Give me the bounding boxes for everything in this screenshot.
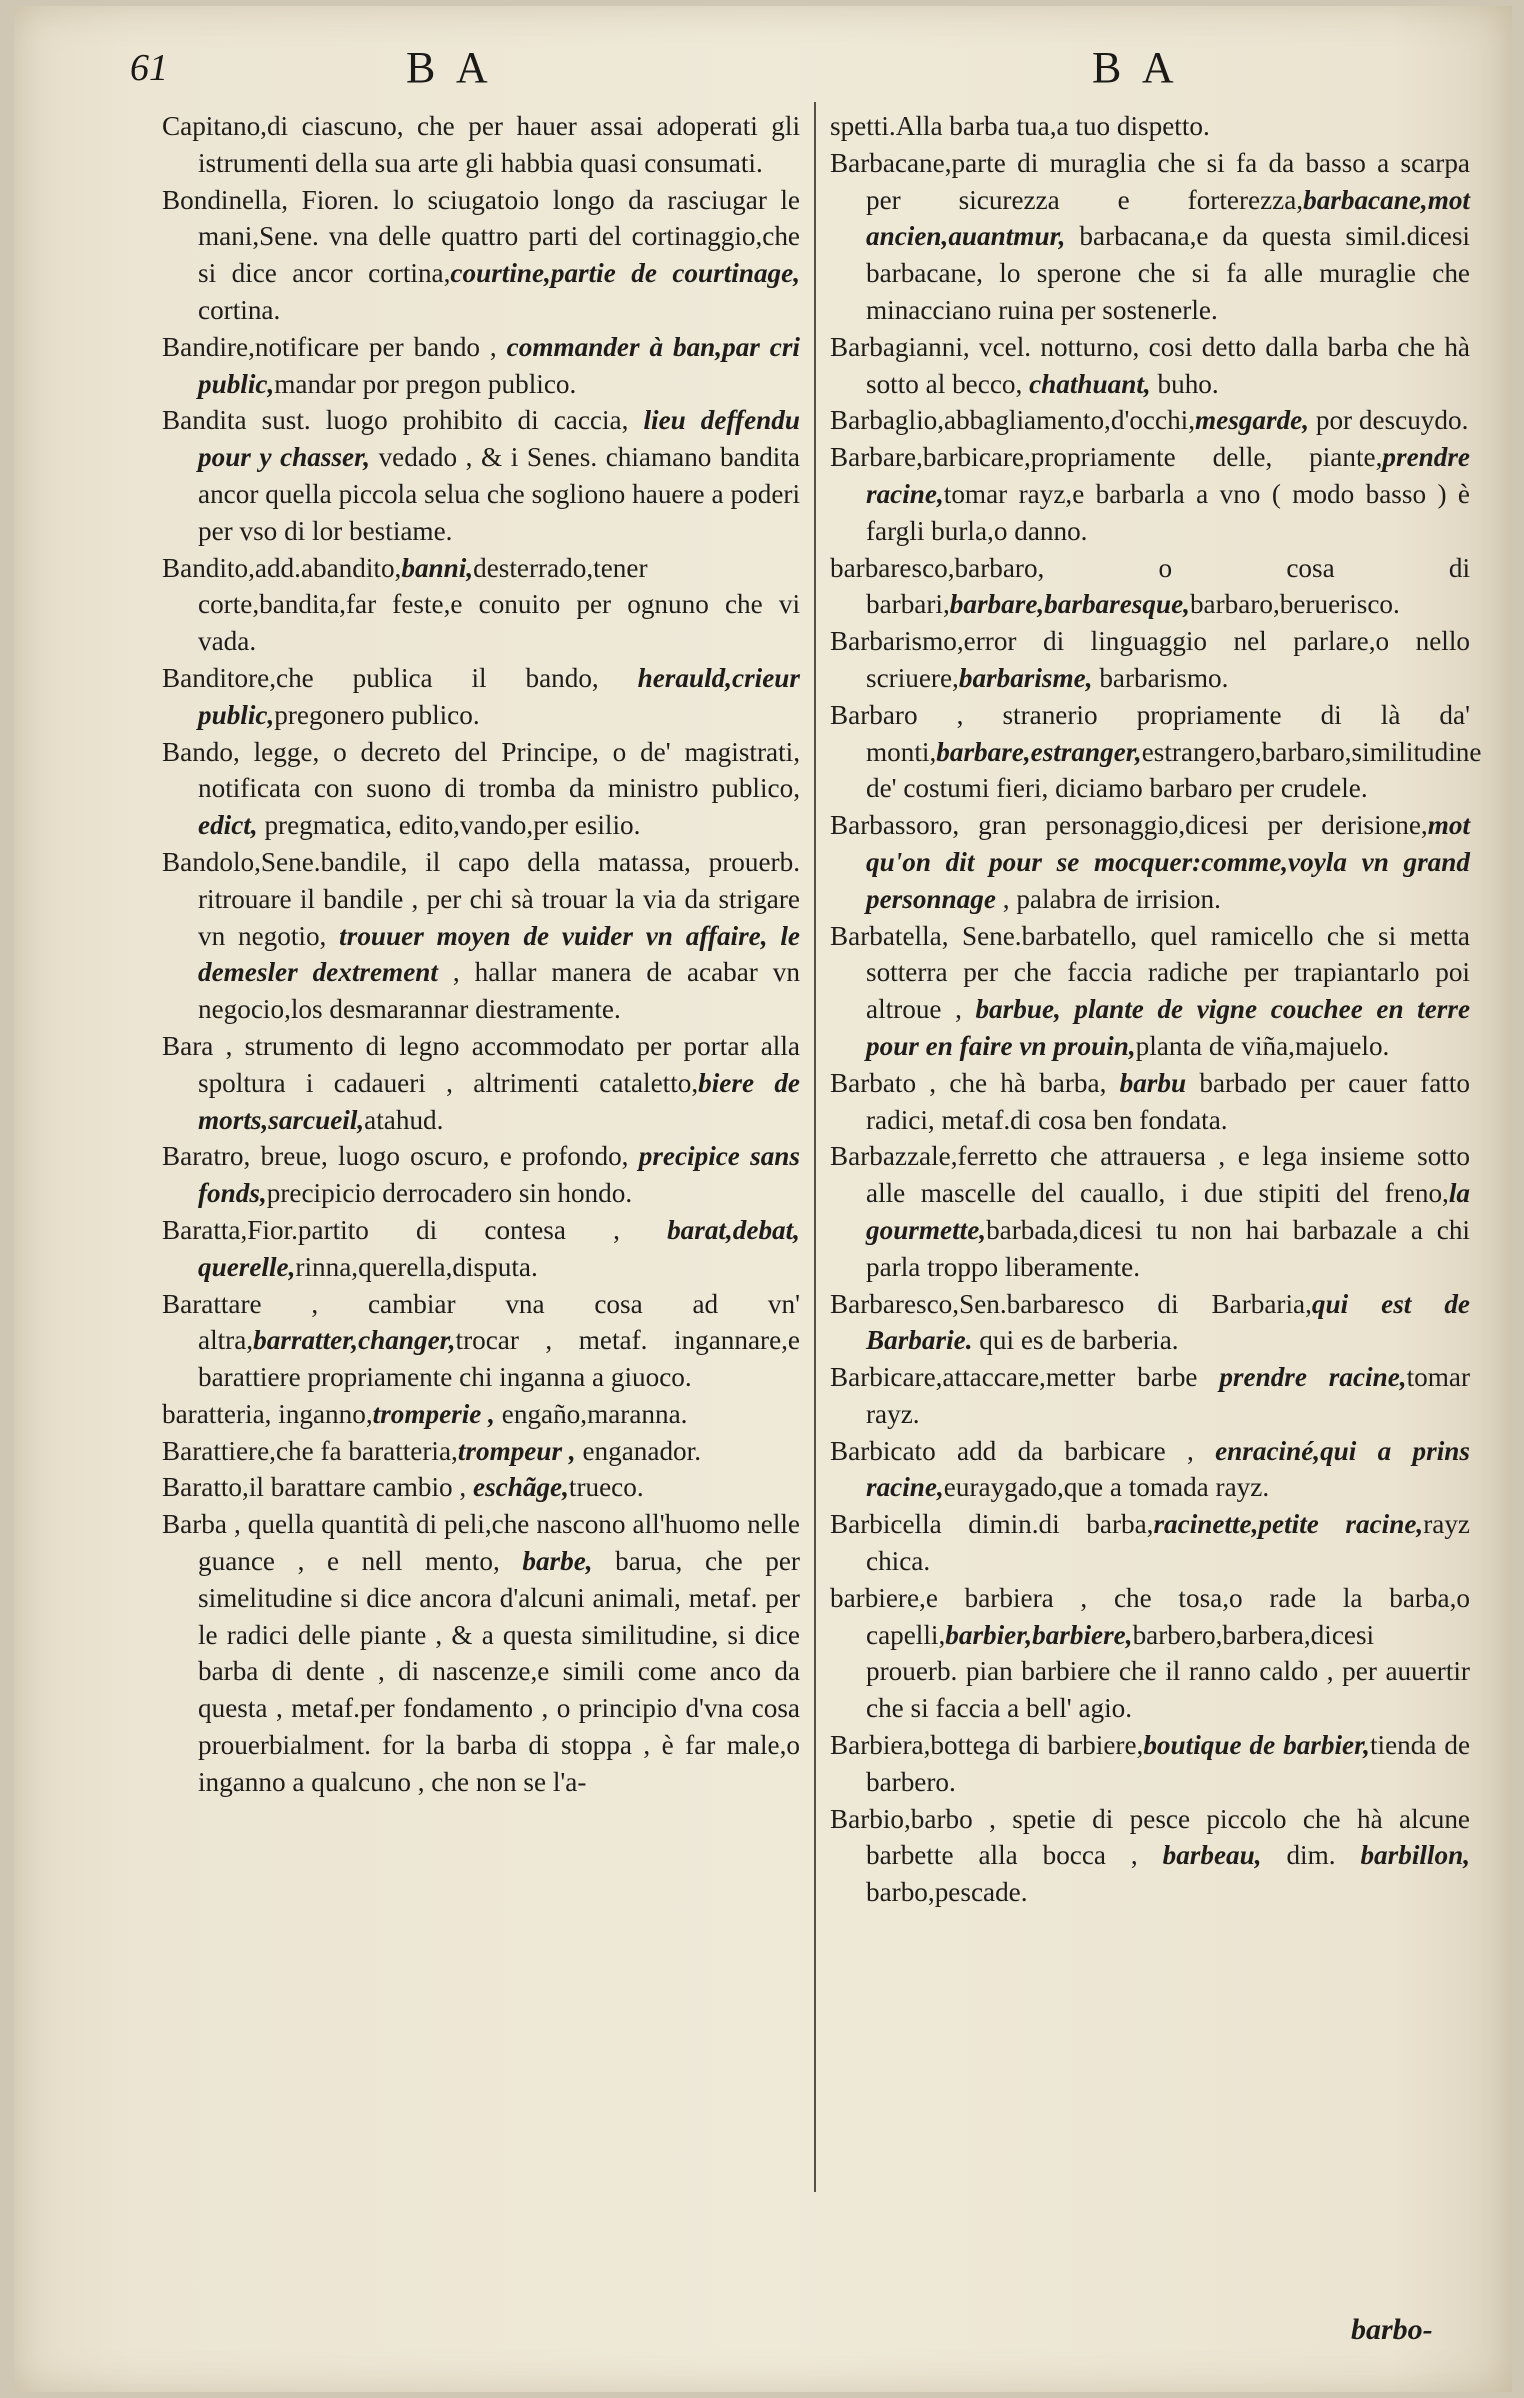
entry-text: Bondinella, Fioren. lo sciugatoio longo da rasciugar le mani,Sene. vna delle quattro parti del cortinaggio,che si dice ancor cortina, [162, 184, 800, 289]
entry-text: Barbatella, Sene.barbatello, quel ramicello che si metta sotterra per che faccia radiche per trapiantarlo poi altroue , [830, 920, 1470, 1025]
entry-text: precipicio derrocadero sin hondo. [266, 1178, 633, 1209]
entry-text: mandar por pregon publico. [274, 368, 577, 399]
entry-text: spetti.Alla barba tua,a tuo dispetto. [830, 111, 1210, 141]
dictionary-entry [162, 1396, 800, 1433]
entry-text: por descuydo. [1309, 405, 1469, 436]
french-equivalent: racinette,petite racine, [1153, 1509, 1424, 1540]
running-head-left: B A [406, 43, 494, 92]
entry-text: enganador. [575, 1435, 702, 1466]
entry-text: engaño,maranna. [494, 1398, 688, 1429]
dictionary-entry [162, 1506, 800, 1800]
left-column [162, 108, 800, 1801]
dictionary-entry [162, 108, 800, 182]
entry-text: trocar , metaf. ingannare,e barattiere propriamente chi inganna a giuoco. [198, 1325, 800, 1393]
entry-text: barbero,barbera,dicesi prouerb. pian barbiere che il ranno caldo , per auuertir che si faccia a bell' agio. [866, 1619, 1470, 1724]
dictionary-entry [830, 402, 1470, 439]
entry-text: Barbagianni, vcel. notturno, cosi detto dalla barba che hà sotto al becco, [830, 331, 1470, 399]
dictionary-entry [830, 1286, 1470, 1360]
entry-text: Barbaro , stranerio propriamente di là da' monti, [830, 699, 1470, 767]
entry-text: barbacana,e da questa simil.dicesi barbacane, lo sperone che si fa alle muraglie che minacciano ruina per sostenerle. [866, 221, 1470, 325]
entry-text: Barbacane,parte di muraglia che si fa da basso a scarpa per sicurezza e forterezza, [830, 147, 1470, 215]
entry-text: tomar rayz,e barbarla a vno ( modo basso ) è fargli burla,o danno. [866, 478, 1470, 546]
french-equivalent: barbe, [499, 1546, 593, 1577]
entry-text: Bandita sust. luogo prohibito di caccia, [162, 405, 629, 436]
dictionary-entry [830, 1727, 1470, 1801]
french-equivalent: tromperie , [372, 1398, 495, 1429]
entry-text: pregmatica, edito,vando,per esilio. [257, 810, 641, 841]
french-equivalent: boutique de barbier, [1143, 1730, 1370, 1761]
dictionary-entry [162, 1433, 800, 1470]
dictionary-entry [830, 697, 1482, 807]
entry-text: Bandire,notificare per bando , [162, 331, 497, 362]
french-equivalent: prendre racine, [1197, 1362, 1407, 1393]
entry-text: qui es de barberia. [972, 1325, 1179, 1356]
dictionary-entry [162, 1469, 800, 1506]
entry-text: estrangero,barbaro,similitudine de' costumi fieri, diciamo barbaro per crudele. [866, 736, 1482, 804]
french-equivalent: herauld,crieur public, [198, 662, 800, 730]
dictionary-entry [830, 1580, 1470, 1727]
dictionary-entry [830, 918, 1470, 1065]
entry-text: Barbicare,attaccare,metter barbe [830, 1362, 1198, 1393]
dictionary-entry [830, 1138, 1470, 1285]
french-equivalent: commander à ban,par cri public, [198, 331, 800, 399]
dictionary-entry [830, 108, 1470, 145]
right-column [830, 108, 1482, 1911]
entry-text: , hallar manera de acabar vn negocio,los desmarannar diestramente. [198, 957, 800, 1025]
french-equivalent: barat,debat, querelle, [198, 1214, 800, 1282]
dictionary-entry [162, 182, 800, 329]
entry-text: Barbaglio,abbagliamento,d'occhi, [830, 405, 1196, 436]
entry-text: Barbazzale,ferretto che attrauersa , e lega insieme sotto alle mascelle del cauallo, i due stipiti del freno, [830, 1141, 1470, 1209]
entry-text: Barattiere,che fa baratteria, [162, 1435, 458, 1466]
french-equivalent: qui est de Barbarie. [866, 1288, 1470, 1356]
entry-text: baratteria, inganno, [162, 1398, 373, 1429]
entry-text: barbo,pescade. [866, 1877, 1028, 1908]
entry-text: barbaresco,barbaro, o cosa di barbari, [830, 552, 1470, 620]
entry-text: rinna,querella,disputa. [295, 1251, 538, 1282]
entry-text: barbarismo. [1092, 662, 1229, 693]
entry-text: Barbaresco,Sen.barbaresco di Barbaria, [830, 1288, 1312, 1319]
french-equivalent: mot qu'on dit pour se mocquer:comme,voyla vn grand personnage [866, 810, 1470, 914]
entry-text: Bando, legge, o decreto del Principe, o de' magistrati, notificata con suono di tromba da ministro publico, [162, 736, 800, 804]
dictionary-entry [162, 660, 800, 734]
entry-text: rayz chica. [866, 1509, 1470, 1577]
entry-text: Baratta,Fior.partito di contesa , [162, 1214, 620, 1245]
dictionary-entry [162, 1286, 800, 1396]
french-equivalent: barbeau, [1137, 1840, 1262, 1871]
entry-text: barbiere,e barbiera , che tosa,o rade la barba,o capelli, [830, 1582, 1470, 1650]
entry-text: cortina. [198, 294, 281, 325]
entry-text: Bara , strumento di legno accommodato per portar alla spoltura i cadaueri , altrimenti cataletto, [162, 1030, 800, 1098]
french-equivalent: trouuer moyen de vuider vn affaire, le demesler dextrement [198, 920, 800, 988]
entry-text: Baratro, breue, luogo oscuro, e profondo, [162, 1141, 629, 1172]
dictionary-entry [830, 1801, 1470, 1911]
french-equivalent: prendre racine, [866, 442, 1470, 509]
entry-text: Barbarismo,error di linguaggio nel parlare,o nello scriuere, [830, 626, 1470, 693]
dictionary-entry [830, 1433, 1470, 1507]
entry-text: Barbato , che hà barba, [830, 1067, 1107, 1098]
entry-text: Barbare,barbicare,propriamente delle, piante, [830, 442, 1383, 473]
french-equivalent: barbare,estranger, [936, 736, 1142, 767]
entry-text: tienda de barbero. [866, 1730, 1471, 1797]
entry-text: barbado per cauer fatto radici, metaf.di cosa ben fondata. [866, 1067, 1471, 1135]
entry-text: , palabra de irrision. [995, 883, 1221, 914]
entry-text: vedado , & i Senes. chiamano bandita ancor quella piccola selua che sogliono hauere a poderi per vso di lor bestiame. [198, 442, 800, 546]
french-equivalent: barbillon, [1360, 1840, 1470, 1871]
entry-text: Barbassoro, gran personaggio,dicesi per derisione, [830, 810, 1428, 841]
french-equivalent: la gourmette, [866, 1178, 1470, 1245]
dictionary-entry [162, 844, 800, 1028]
french-equivalent: banni, [401, 552, 474, 583]
french-equivalent: barratter,changer, [253, 1325, 456, 1356]
entry-text: euraygado,que a tomada rayz. [943, 1472, 1270, 1503]
french-equivalent: trompeur , [457, 1435, 576, 1466]
french-equivalent: barbu [1106, 1067, 1187, 1098]
french-equivalent: barbue, plante de vigne couchee en terre pour en faire vn prouin, [866, 994, 1471, 1061]
dictionary-entry [162, 1028, 800, 1138]
entry-text: desterrado,tener corte,bandita,far feste,e conuito per ognuno che vi vada. [198, 552, 800, 657]
dictionary-entry [830, 1065, 1470, 1139]
entry-text: Bandito,add.abandito, [162, 552, 402, 583]
dictionary-entry [830, 550, 1470, 624]
entry-text: tomar rayz. [866, 1362, 1470, 1429]
entry-text: Capitano,di ciascuno, che per hauer assai adoperati gli istrumenti della sua arte gli habbia quasi consumati. [162, 111, 800, 178]
dictionary-entry [830, 623, 1470, 697]
entry-text: Barbicella dimin.di barba, [830, 1509, 1154, 1540]
entry-text: barua, che per simelitudine si dice ancora d'alcuni animali, metaf. per le radici delle piante , & a questa similitudine, si dice barba di dente , di nascenze,e simili come anco da questa , metaf.per fondamento , o principio d'vna cosa prouerbialment. for la barba di stoppa , è far male,o inganno a qualcuno , che non se l'a- [198, 1546, 800, 1797]
dictionary-entry [162, 1138, 800, 1212]
entry-text: planta de viña,majuelo. [1135, 1030, 1390, 1061]
entry-text: atahud. [364, 1104, 444, 1135]
dictionary-entry [830, 145, 1470, 329]
book-page [14, 6, 1512, 2392]
dictionary-entry [162, 329, 800, 403]
entry-text: buho. [1150, 368, 1219, 399]
column-divider [814, 102, 816, 2192]
entry-text: pregonero publico. [274, 699, 480, 730]
french-equivalent: mesgarde, [1195, 405, 1310, 436]
dictionary-entry [162, 1212, 800, 1286]
entry-text: Barbiera,bottega di barbiere, [830, 1730, 1144, 1761]
running-head-right: B A [1092, 43, 1180, 92]
dictionary-entry [162, 734, 800, 844]
french-equivalent: barbacane,mot ancien,auantmur, [866, 184, 1470, 252]
entry-text: Barba , quella quantità di peli,che nascono all'huomo nelle guance , e nell mento, [162, 1509, 800, 1577]
french-equivalent: precipice sans fonds, [198, 1141, 800, 1209]
entry-text: Barattare , cambiar vna cosa ad vn' altra, [162, 1288, 800, 1356]
entry-text: trueco. [568, 1472, 644, 1503]
french-equivalent: chathuant, [1022, 368, 1151, 399]
french-equivalent: edict, [198, 810, 258, 841]
french-equivalent: eschãge, [466, 1472, 569, 1503]
entry-text: Bandolo,Sene.bandile, il capo della matassa, prouerb. ritrouare il bandile , per chi sà trouar la via da strigare vn negotio, [162, 846, 800, 951]
french-equivalent: barbare,barbaresque, [949, 589, 1190, 620]
french-equivalent: courtine,partie de courtinage, [450, 258, 800, 289]
dictionary-entry [162, 550, 800, 660]
french-equivalent: biere de morts,sarcueil, [198, 1067, 800, 1135]
entry-text: Barbicato add da barbicare , [830, 1435, 1194, 1466]
french-equivalent: lieu deffendu pour y chasser, [198, 405, 800, 473]
entry-text: barbada,dicesi tu non hai barbazale a chi parla troppo liberamente. [866, 1214, 1470, 1282]
french-equivalent: barbarisme, [958, 662, 1093, 693]
entry-text: barbaro,beruerisco. [1189, 589, 1400, 620]
dictionary-entry [830, 807, 1470, 917]
dictionary-entry [830, 1506, 1470, 1580]
page-number: 61 [130, 47, 168, 89]
french-equivalent: barbier,barbiere, [945, 1619, 1133, 1650]
dictionary-entry [830, 439, 1470, 549]
catchword: barbo- [1351, 2313, 1433, 2346]
dictionary-entry [162, 402, 800, 549]
entry-text: Barbio,barbo , spetie di pesce piccolo che hà alcune barbette alla bocca , [830, 1803, 1470, 1871]
entry-text: dim. [1261, 1840, 1361, 1871]
entry-text: Banditore,che publica il bando, [162, 662, 599, 693]
dictionary-entry [830, 1359, 1470, 1433]
entry-text: Baratto,il barattare cambio , [162, 1472, 467, 1503]
french-equivalent: enraciné,qui a prins racine, [866, 1435, 1470, 1503]
dictionary-entry [830, 329, 1470, 403]
